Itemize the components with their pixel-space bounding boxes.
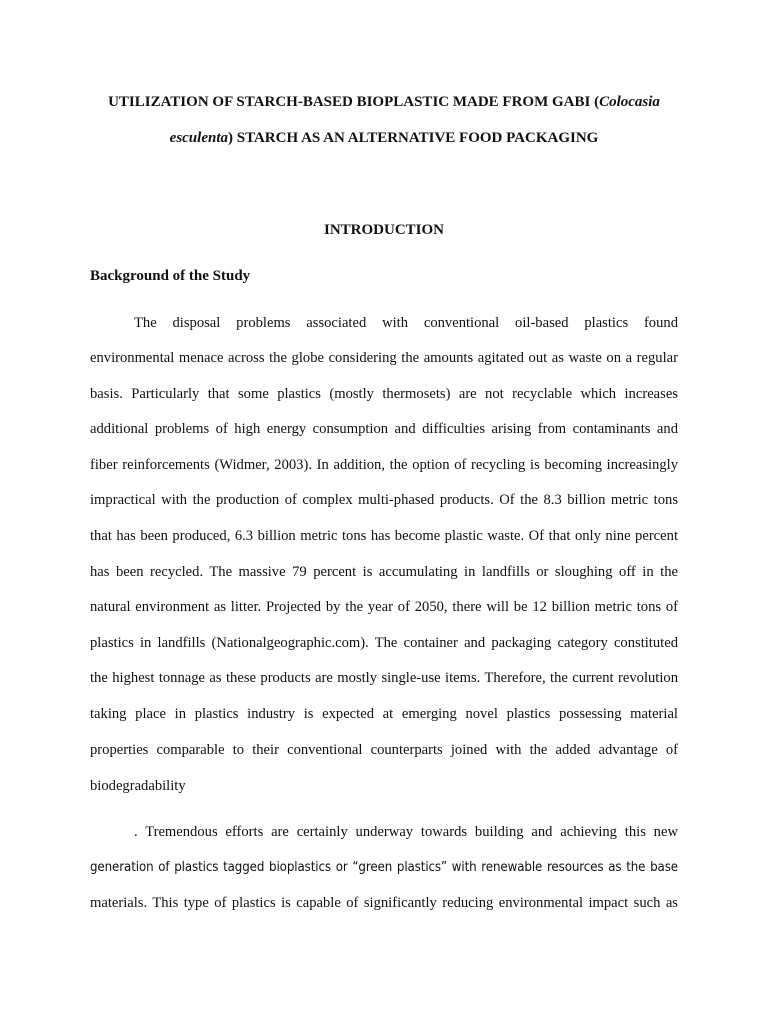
title-line-2-text: ) STARCH AS AN ALTERNATIVE FOOD PACKAGING — [228, 130, 599, 146]
paragraph-2-line: . Tremendous efforts are certainly underway towards building and achieving this new — [134, 824, 678, 840]
title-italic-species: esculenta — [169, 130, 228, 146]
paragraph-1-line: The disposal problems associated with conventional oil-based plastics found — [134, 315, 678, 331]
section-heading: INTRODUCTION — [323, 222, 444, 238]
paragraph-1-line: natural environment as litter. Projected by the year of 2050, there will be 12 billion metric tons of — [90, 599, 678, 615]
paragraph-1-line: properties comparable to their conventional counterparts joined with the added advantage of — [90, 742, 678, 758]
paragraph-1-line: taking place in plastics industry is expected at emerging novel plastics possessing material — [90, 706, 678, 722]
paragraph-1-line: basis. Particularly that some plastics (mostly thermosets) are not recyclable which increases — [90, 386, 678, 402]
paragraph-1-line: has been recycled. The massive 79 percent is accumulating in landfills or sloughing off in the — [90, 564, 678, 580]
paragraph-1-line: that has been produced, 6.3 billion metric tons has become plastic waste. Of that only nine percent — [90, 528, 678, 544]
paragraph-1-line: biodegradability — [90, 778, 186, 794]
paragraph-1-line: additional problems of high energy consumption and difficulties arising from contaminants and — [90, 421, 678, 437]
paragraph-2-line: generation of plastics tagged bioplastics or “green plastics” with renewable resources as the base — [90, 860, 678, 875]
paragraph-1-line: plastics in landfills (Nationalgeographic.com). The container and packaging category constituted — [90, 635, 678, 651]
paragraph-1-line: impractical with the production of complex multi-phased products. Of the 8.3 billion metric tons — [90, 492, 678, 508]
paragraph-1-line: environmental menace across the globe considering the amounts agitated out as waste on a regular — [90, 350, 678, 366]
paragraph-2-line: materials. This type of plastics is capable of significantly reducing environmental impact such as — [90, 895, 678, 911]
title-italic-genus: Colocasia — [599, 94, 660, 110]
paragraph-1-line: fiber reinforcements (Widmer, 2003). In addition, the option of recycling is becoming increasingly — [90, 457, 678, 473]
title-line-1-text: UTILIZATION OF STARCH-BASED BIOPLASTIC MADE FROM GABI ( — [108, 94, 600, 110]
title-line-1 — [60, 92, 708, 112]
title-line-2 — [60, 128, 708, 148]
subsection-heading: Background of the Study — [90, 268, 251, 284]
paragraph-1-line: the highest tonnage as these products are mostly single-use items. Therefore, the current revolution — [90, 670, 678, 686]
